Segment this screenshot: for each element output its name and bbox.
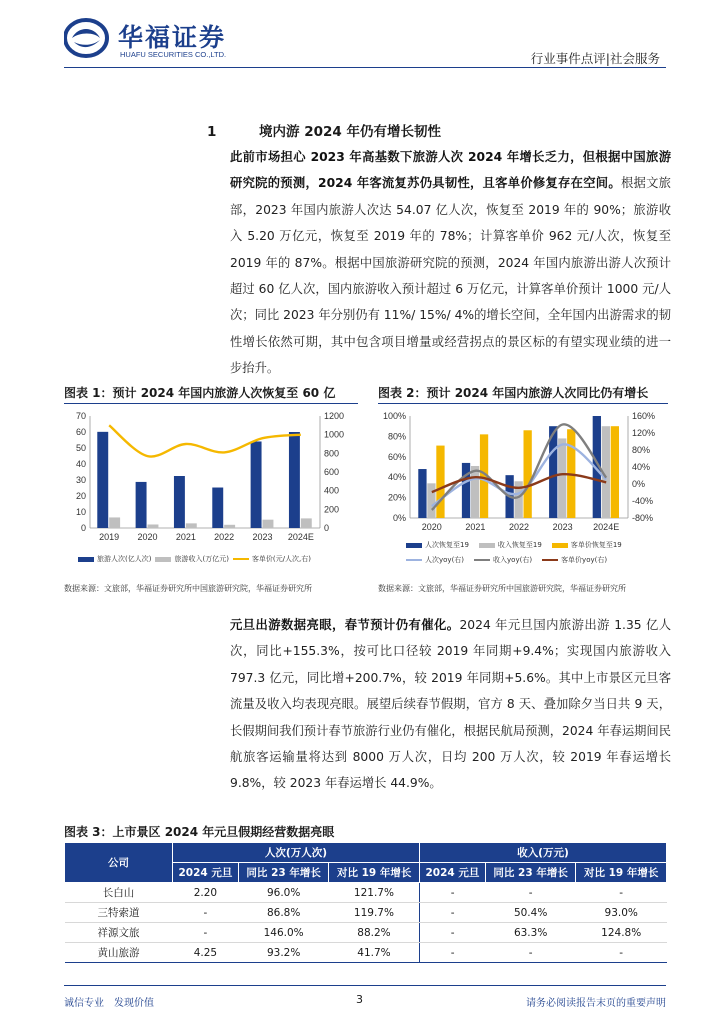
bar [462, 463, 470, 518]
figure-1-divider [64, 403, 358, 404]
paragraph-2 [230, 612, 671, 797]
table-body [65, 883, 667, 963]
section-title-text: 境内游 2024 年仍有增长韧性 [259, 124, 441, 140]
bar [224, 525, 235, 528]
bar [427, 483, 435, 518]
x-tick-label: 2022 [214, 532, 235, 542]
bar [611, 426, 619, 518]
company-name-cell: 三特索道 [65, 903, 173, 923]
y2-tick-label: -40% [632, 496, 654, 506]
table-cell: 2.20 [173, 883, 239, 903]
series-line [109, 425, 301, 456]
y-tick-label: 40 [75, 459, 86, 469]
bar [263, 520, 274, 528]
y-tick-label: 0% [392, 513, 406, 523]
bar [524, 430, 532, 518]
x-tick-label: 2023 [552, 522, 573, 532]
table-cell: - [419, 923, 485, 943]
paragraph-2-body: 2024 年元旦国内旅游出游 1.35 亿人次，同比+155.3%，按可比口径较 2019 年同期+9.4%；实现国内旅游收入 797.3 亿元，同比增+200.7%，较 2019 年同期+5.6%。其中上市景区元旦客流量及收入均表现亮眼。展望后续春节假期，官方 8 天、叠加除夕当日共 9 天，长假期间我们预计春节旅游行业仍有催化，根据民航局预测，2024 年春运期间民航旅客运输量将达到 8000 万人次，日均 200 万人次，较 2019 年春运增长 9.8%，较 2023 年春运增长 44.9%。 [230, 618, 672, 791]
table-cell: 93.2% [238, 943, 329, 963]
bar [148, 524, 159, 528]
table-cell: 88.2% [329, 923, 420, 943]
bar [418, 469, 426, 518]
x-tick-label: 2022 [508, 522, 530, 532]
company-name-cell: 长白山 [65, 883, 173, 903]
group-visitors-header: 人次(万人次) [173, 843, 420, 863]
figure-1-legend [78, 554, 311, 564]
paragraph-1-body: 根据文旅部，2023 年国内旅游人次达 54.07 亿人次，恢复至 2019 年的 90%；旅游收入 5.20 万亿元，恢复至 2019 年的 78%；计算客单价 962 元/人次，恢复至 2019 年的 87%。根据中国旅游研究院的预测，2024 年国内旅游出游人次预计超过 60 亿人次，国内旅游收入预计超过 6 万亿元，计算客单价预计 1000 元/人次；同比 2023 年分别仍有 11%/ 15%/ 4%的增长空间，全年国内出游需求的韧性增长依然可期，其中包含项目增量或经营拐点的景区标的有望实现业绩的进一步抬升。 [230, 176, 671, 376]
legend-item: 客单价yoy(右) [542, 555, 607, 565]
col-company-header: 公司 [65, 843, 173, 883]
table-row [65, 903, 667, 923]
y-tick-label: 0 [80, 523, 86, 533]
table-cell: 146.0% [238, 923, 329, 943]
legend-item: 旅游收入(万亿元) [155, 554, 228, 564]
scenic-operations-table [64, 842, 667, 963]
company-name-cell: 祥源文旅 [65, 923, 173, 943]
y-tick-label: 10 [75, 507, 86, 517]
figure-2-source: 数据来源：文旅部，华福证券研究所中国旅游研究院，华福证券研究所 [378, 584, 626, 593]
subheader: 同比 23 年增长 [485, 863, 576, 883]
subheader: 同比 23 年增长 [238, 863, 329, 883]
legend-item: 收入恢复至19 [479, 540, 542, 550]
table-cell: 119.7% [329, 903, 420, 923]
y-tick-label: 20 [75, 491, 86, 501]
x-tick-label: 2024E [287, 532, 314, 542]
y-tick-label: 60 [75, 427, 86, 437]
bar [251, 441, 262, 528]
figure-2-divider [378, 403, 668, 404]
y2-tick-label: 600 [324, 467, 340, 477]
figure-1-title: 图表 1：预计 2024 年国内旅游人次恢复至 60 亿 [64, 386, 336, 400]
subheader: 2024 元旦 [173, 863, 239, 883]
table-cell: 50.4% [485, 903, 576, 923]
bar [174, 476, 185, 528]
footer-slogan: 诚信专业 发现价值 [64, 998, 154, 1009]
table-cell: 63.3% [485, 923, 576, 943]
bar [301, 518, 312, 528]
y-tick-label: 50 [75, 443, 86, 453]
y2-tick-label: 120% [632, 428, 656, 438]
footer-disclaimer: 请务必阅读报告末页的重要声明 [526, 998, 666, 1009]
x-tick-label: 2020 [137, 532, 158, 542]
bar [212, 488, 223, 528]
legend-item: 人次恢复至19 [406, 540, 469, 550]
bar [136, 482, 147, 528]
y2-tick-label: 1000 [324, 429, 345, 440]
x-tick-label: 2020 [421, 522, 442, 532]
huafu-logo-icon [64, 18, 110, 58]
logo-en-text: HUAFU SECURITIES CO.,LTD. [120, 50, 227, 59]
paragraph-2-lead: 元旦出游数据亮眼，春节预计仍有催化。 [230, 618, 460, 632]
header-divider [64, 67, 666, 68]
table-cell: - [173, 903, 239, 923]
table-row [65, 923, 667, 943]
table-cell: - [419, 903, 485, 923]
y2-tick-label: 160% [632, 411, 656, 421]
page-header [0, 0, 724, 70]
x-tick-label: 2024E [593, 522, 620, 532]
table-cell: - [485, 943, 576, 963]
legend-item: 收入yoy(右) [474, 555, 532, 565]
figure-1-source: 数据来源：文旅部，华福证券研究所中国旅游研究院，华福证券研究所 [64, 584, 312, 593]
report-type: 行业事件点评|社会服务 [530, 51, 660, 66]
table-cell: - [419, 943, 485, 963]
y2-tick-label: 0 [324, 523, 330, 533]
figure-2-chart [378, 408, 668, 536]
bar [109, 517, 120, 528]
x-tick-label: 2019 [99, 532, 120, 542]
table-cell: 86.8% [238, 903, 329, 923]
section-number: 1 [207, 124, 217, 140]
figure-2-legend [406, 540, 656, 565]
company-name-cell: 黄山旅游 [65, 943, 173, 963]
section-title [207, 120, 441, 140]
bar [471, 466, 479, 518]
bar [289, 432, 300, 528]
bar [436, 446, 444, 518]
legend-item: 客单价(元/人次,右) [233, 554, 311, 564]
y2-tick-label: 0% [632, 479, 646, 489]
y2-tick-label: 200 [324, 504, 340, 515]
paragraph-1 [230, 144, 671, 382]
subheader: 对比 19 年增长 [329, 863, 420, 883]
series-line [432, 424, 606, 510]
table-cell: - [419, 883, 485, 903]
y2-tick-label: 1200 [324, 411, 345, 421]
table-cell: 96.0% [238, 883, 329, 903]
y-tick-label: 40% [387, 472, 406, 483]
table-cell: 93.0% [576, 903, 667, 923]
x-tick-label: 2023 [252, 532, 273, 542]
x-tick-label: 2021 [175, 532, 196, 542]
table-3-title: 图表 3：上市景区 2024 年元旦假期经营数据亮眼 [64, 825, 335, 839]
figure-1-chart [64, 408, 358, 546]
table-cell: 41.7% [329, 943, 420, 963]
table-row [65, 943, 667, 963]
footer-divider [64, 985, 666, 986]
y-tick-label: 80% [387, 431, 406, 442]
bar [558, 438, 566, 518]
subheader: 2024 元旦 [419, 863, 485, 883]
table-cell: - [576, 943, 667, 963]
subheader: 对比 19 年增长 [576, 863, 667, 883]
group-revenue-header: 收入(万元) [419, 843, 666, 863]
logo-cn-text: 华福证券 [118, 23, 227, 52]
table-cell: - [576, 883, 667, 903]
y-tick-label: 100% [382, 411, 406, 421]
y2-tick-label: 40% [632, 462, 651, 472]
bar [186, 523, 197, 528]
table-cell: 124.8% [576, 923, 667, 943]
table-cell: 121.7% [329, 883, 420, 903]
y-tick-label: 70 [75, 411, 86, 421]
y2-tick-label: -80% [632, 513, 654, 523]
legend-item: 人次yoy(右) [406, 555, 464, 565]
y-tick-label: 20% [387, 492, 406, 503]
table-cell: - [485, 883, 576, 903]
legend-item: 客单价恢复至19 [552, 540, 622, 550]
y2-tick-label: 80% [632, 445, 651, 455]
paragraph-1-lead: 此前市场担心 2023 年高基数下旅游人次 2024 年增长乏力，但根据中国旅游研究院的预测，2024 年客流复苏仍具韧性，且客单价修复存在空间。 [230, 150, 671, 191]
y2-tick-label: 800 [324, 448, 340, 459]
page-number: 3 [356, 993, 363, 1006]
table-cell: 4.25 [173, 943, 239, 963]
legend-item: 旅游人次(亿人次) [78, 554, 151, 564]
y2-tick-label: 400 [324, 485, 340, 496]
table-cell: - [173, 923, 239, 943]
y-tick-label: 60% [387, 451, 406, 462]
table-row [65, 883, 667, 903]
x-tick-label: 2021 [465, 522, 486, 532]
bar [97, 432, 108, 528]
y-tick-label: 30 [75, 475, 86, 485]
figure-2-title: 图表 2：预计 2024 年国内旅游人次同比仍有增长 [378, 386, 649, 400]
